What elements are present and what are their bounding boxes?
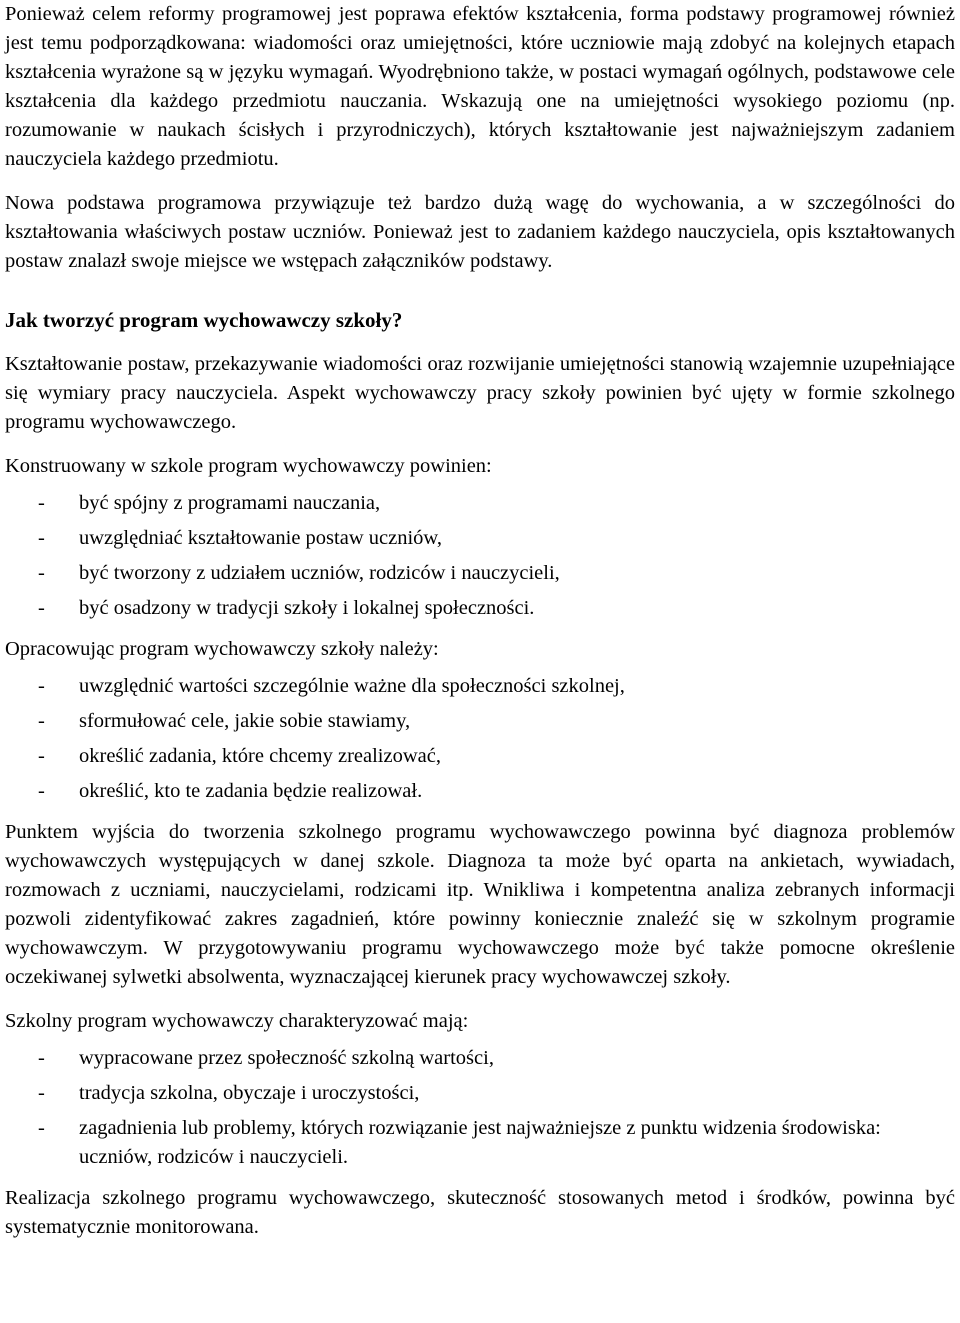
dash-bullet: - (38, 710, 45, 732)
dash-bullet: - (38, 597, 45, 619)
list-item: - być osadzony w tradycji szkoły i lokalnej społeczności. (5, 594, 955, 623)
paragraph-reform-goals: Ponieważ celem reformy programowej jest poprawa efektów kształcenia, forma podstawy programowej również jest temu podporządkowana: wiadomości oraz umiejętności, które uczniowie mają zdobyć na kolejnych etapach kształcenia wyrażone są w języku wymagań. Wyodrębniono także, w postaci wymagań ogólnych, podstawowe cele kształcenia dla każdego przedmiotu nauczania. Wskazują one na umiejętności wysokiego poziomu (np. rozumowanie w naukach ścisłych i przyrodniczych), których kształtowanie jest najważniejszym zadaniem nauczyciela każdego przedmiotu. (5, 3, 955, 170)
dash-bullet: - (38, 527, 45, 549)
dash-bullet: - (38, 492, 45, 514)
list-program-should (5, 489, 955, 623)
list-item: - być tworzony z udziałem uczniów, rodziców i nauczycieli, (5, 559, 955, 588)
list-item: - tradycja szkolna, obyczaje i uroczystości, (5, 1079, 955, 1108)
list-item: - uwzględnić wartości szczególnie ważne dla społeczności szkolnej, (5, 672, 955, 701)
list-item: - sformułować cele, jakie sobie stawiamy, (5, 707, 955, 736)
list-characteristics (5, 1044, 955, 1172)
list-intro-program-should: Konstruowany w szkole program wychowawczy powinien: (5, 455, 492, 477)
list-item: - określić zadania, które chcemy zrealizować, (5, 742, 955, 771)
dash-bullet: - (38, 780, 45, 802)
dash-bullet: - (38, 745, 45, 767)
dash-bullet: - (38, 1082, 45, 1104)
dash-bullet: - (38, 562, 45, 584)
list-item: - określić, kto te zadania będzie realizował. (5, 777, 955, 806)
dash-bullet: - (38, 675, 45, 697)
section-heading: Jak tworzyć program wychowawczy szkoły? (5, 308, 403, 332)
dash-bullet: - (38, 1047, 45, 1069)
list-item: - być spójny z programami nauczania, (5, 489, 955, 518)
list-intro-characteristics: Szkolny program wychowawczy charakteryzować mają: (5, 1010, 469, 1032)
list-intro-developing-program: Opracowując program wychowawczy szkoły należy: (5, 638, 439, 660)
paragraph-attitudes: Kształtowanie postaw, przekazywanie wiadomości oraz rozwijanie umiejętności stanowią wzajemnie uzupełniające się wymiary pracy nauczyciela. Aspekt wychowawczy pracy szkoły powinien być ujęty w formie szkolnego programu wychowawczego. (5, 353, 955, 433)
list-developing-program (5, 672, 955, 806)
list-item: - uwzględniać kształtowanie postaw uczniów, (5, 524, 955, 553)
paragraph-monitoring: Realizacja szkolnego programu wychowawczego, skuteczność stosowanych metod i środków, powinna być systematycznie monitorowana. (5, 1187, 955, 1238)
document-page (5, 0, 955, 1242)
list-item: - zagadnienia lub problemy, których rozwiązanie jest najważniejsze z punktu widzenia środowiska: uczniów, rodziców i nauczycieli. (5, 1114, 955, 1172)
paragraph-upbringing: Nowa podstawa programowa przywiązuje też bardzo dużą wagę do wychowania, a w szczególności do kształtowania właściwych postaw uczniów. Ponieważ jest to zadaniem każdego nauczyciela, opis kształtowanych postaw znalazł swoje miejsce we wstępach załączników podstawy. (5, 192, 955, 272)
paragraph-diagnosis: Punktem wyjścia do tworzenia szkolnego programu wychowawczego powinna być diagnoza problemów wychowawczych występujących w danej szkole. Diagnoza ta może być oparta na ankietach, wywiadach, rozmowach z uczniami, nauczycielami, rodzicami itp. Wnikliwa i kompetentna analiza zebranych informacji pozwoli zidentyfikować zakres zagadnień, które powinny koniecznie znaleźć się w szkolnym programie wychowawczym. W przygotowywaniu programu wychowawczego może być także pomocne określenie oczekiwanej sylwetki absolwenta, wyznaczającej kierunek pracy wychowawczej szkoły. (5, 821, 955, 988)
dash-bullet: - (38, 1117, 45, 1139)
list-item: - wypracowane przez społeczność szkolną wartości, (5, 1044, 955, 1073)
